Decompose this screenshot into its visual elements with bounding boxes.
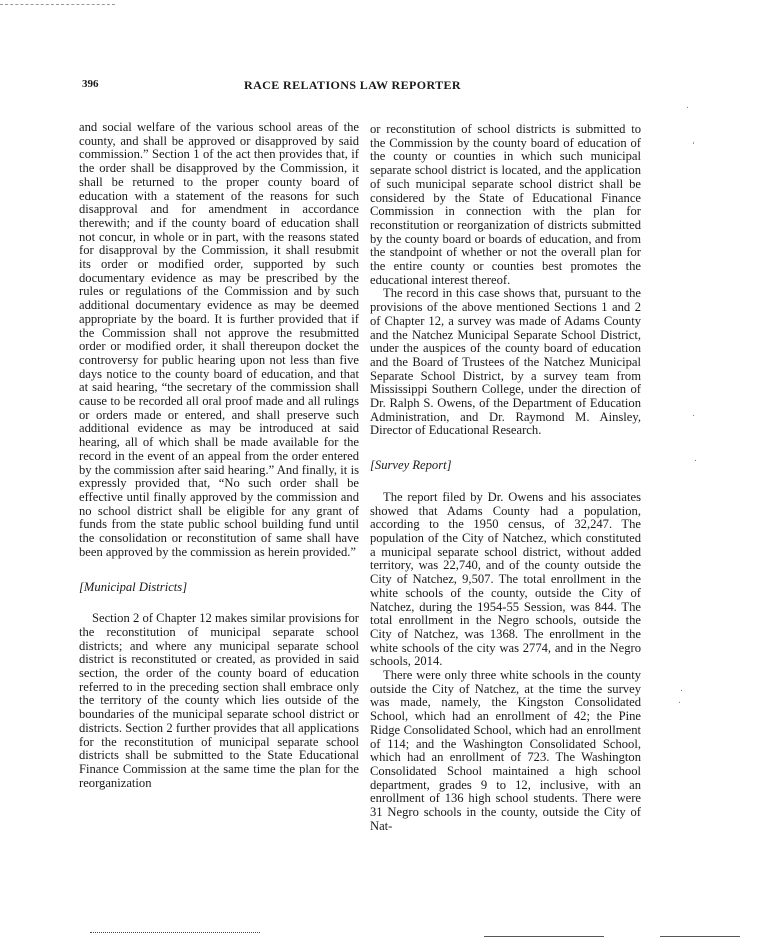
right-paragraph-2: The record in this case shows that, pursuant to the provisions of the above mentioned Sections 1 and 2 of Chapter 12, a survey was made of Adams County and the Natchez Municipal Separate School District, under the auspices of the county board of education and the Board of Trustees of the Natchez Municipal Separate School District, by a survey team from Mississippi Southern College, under the direction of Dr. Ralph S. Owens, of the Department of Education Administration, and Dr. Raymond M. Ainsley, Director of Educational Research. xyxy=(370,286,641,438)
section-heading-survey-report: [Survey Report] xyxy=(370,458,452,473)
scan-speck-mark: ‘ xyxy=(692,140,695,150)
page-number: 396 xyxy=(82,78,99,90)
top-edge-dashes xyxy=(0,4,115,5)
left-paragraph-1: and social welfare of the various school areas of the county, and shall be approved or disapproved by said commission.” Section 1 of the act then provides that, if the order shall be disapproved by the Commission, it shall be returned to the proper county board of education with a statement of the reasons for such disapproval and for amendment in accordance therewith; and if the county board of education shall not concur, in whole or in part, with the reasons stated for disapproval by the Commission, it shall resubmit its order or modified order, supported by such documentary evidence as may be prescribed by the rules or regulations of the Commission and by such additional documentary evidence as may be deemed appropriate by the board. It is further provided that if the Commission shall not approve the resubmitted order or modified order, it shall thereupon docket the controversy for public hearing upon not less than five days notice to the county board of education, and that at said hearing, “the secretary of the commission shall cause to be recorded all oral proof made and all rulings or orders made or entered, and shall preserve such additional evidence as may be introduced at said hearing, all of which shall be made available for the record in the event of an appeal from the order entered by the commission after said hearing.” And finally, it is expressly provided that, “No such order shall be effective until finally approved by the commission and no school district shall be eligible for any grant of funds from the state public school building fund until the consolidation or reconstitution of same shall have been approved by the commission as herein provided.” xyxy=(79,120,359,559)
left-column xyxy=(79,121,359,790)
section-heading-municipal-districts: [Municipal Districts] xyxy=(79,579,188,594)
scan-speck-mark: ․ xyxy=(694,453,698,463)
scan-speck-mark: ․ xyxy=(678,695,682,705)
bottom-scan-artifact xyxy=(90,932,260,933)
scan-speck-mark: ․ xyxy=(692,408,696,418)
bottom-rule xyxy=(484,936,604,937)
scan-speck-mark: ․ xyxy=(680,683,684,693)
bottom-rule xyxy=(660,936,740,937)
right-paragraph-1: or reconstitution of school districts is submitted to the Commission by the county board of education of the county or counties in which such municipal separate school district is located, and the application of such municipal separate school district shall be considered by the State of Educational Finance Commission in connection with the plan for reconstitution or reorganization of districts submitted by the county board or boards of education, and from the standpoint of whether or not the overall plan for the entire county or counties best promotes the educational interest thereof. xyxy=(370,122,641,287)
running-head: RACE RELATIONS LAW REPORTER xyxy=(244,78,461,92)
scan-speck-mark: ․ xyxy=(686,100,690,110)
right-paragraph-4: There were only three white schools in the county outside the City of Natchez, at the time the survey was made, namely, the Kingston Consolidated School, which had an enrollment of 42; the Pine Ridge Consolidated School, which had an enrollment of 114; and the Washington Consolidated School, which had an enrollment of 723. The Washington Consolidated School maintained a high school department, grades 9 to 12, inclusive, with an enrollment of 136 high school students. There were 31 Negro schools in the county, outside the City of Nat- xyxy=(370,668,641,833)
right-column xyxy=(370,123,641,833)
right-paragraph-3: The report filed by Dr. Owens and his associates showed that Adams County had a population, according to the 1950 census, of 32,247. The population of the City of Natchez, which constituted a municipal separate school district, without added territory, was 22,740, and of the county outside the City of Natchez, 9,507. The total enrollment in the white schools of the county, outside the City of Natchez, during the 1954-55 Session, was 844. The total enrollment in the Negro schools, outside the City of Natchez, was 1368. The enrollment in the white schools of the city was 2774, and in the Negro schools, 2014. xyxy=(370,489,641,669)
left-paragraph-2: Section 2 of Chapter 12 makes similar provisions for the reconstitution of municipal separate school districts; and where any municipal separate school district is reconstituted or created, as provided in said section, the order of the county board of education referred to in the preceding section shall embrace only the territory of the county which lies outside of the boundaries of the municipal separate school district or districts. Section 2 further provides that all applications for the reconstitution of municipal separate school districts shall be submitted to the State Educational Finance Commission at the same time the plan for the reorganization xyxy=(79,611,359,790)
